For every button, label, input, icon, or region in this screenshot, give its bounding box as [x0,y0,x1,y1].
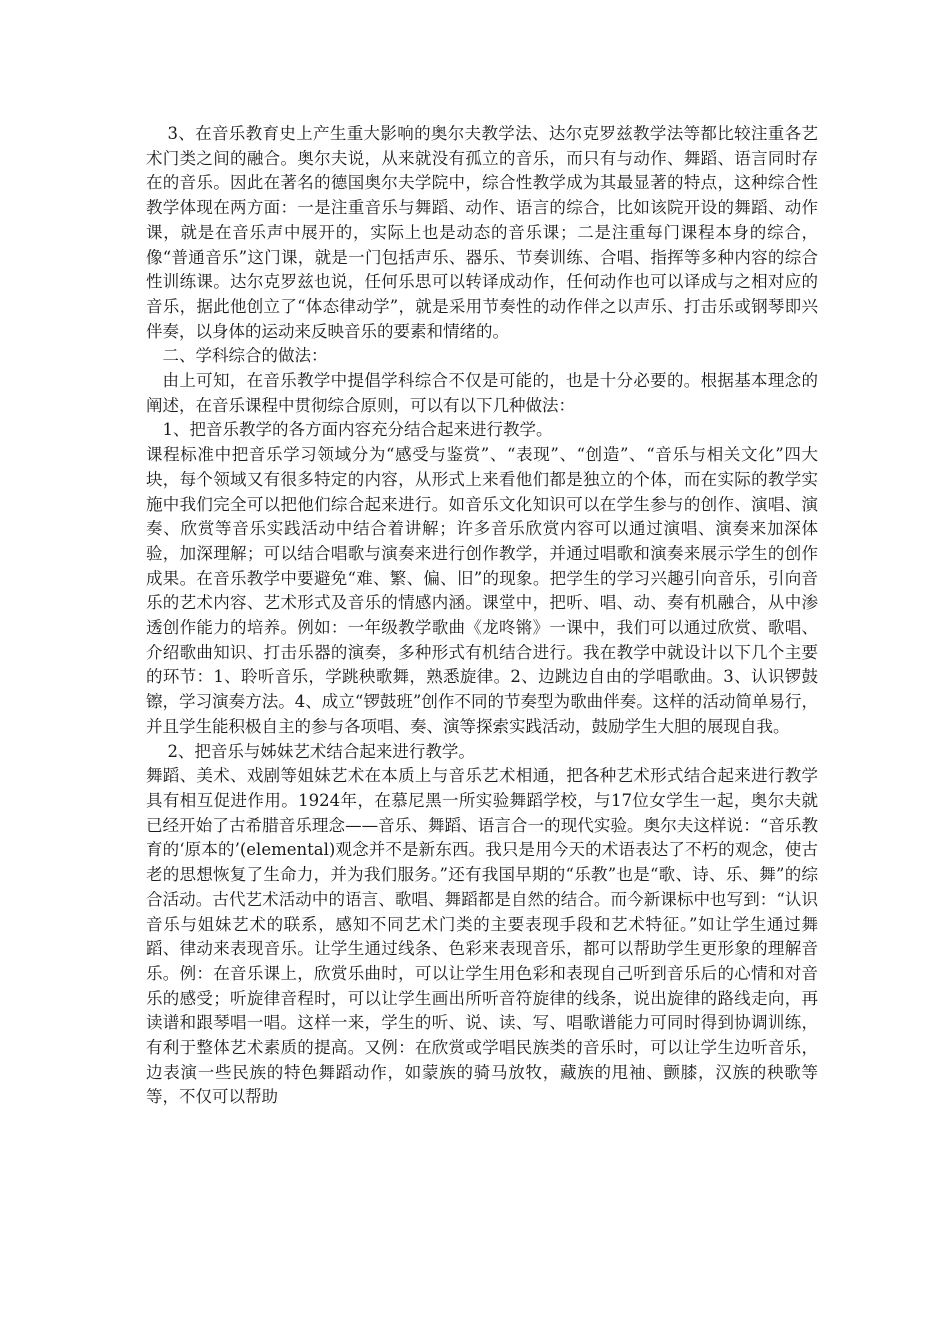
paragraph-method-2: 舞蹈、美术、戏剧等姐妹艺术在本质上与音乐艺术相通，把各种艺术形式结合起来进行教学具有相互促进作用。1924年，在慕尼黑一所实验舞蹈学校，与17位女学生一起，奥尔夫就已经开始了古希腊音乐理念——音乐、舞蹈、语言合一的现代实验。奥尔夫这样说：“音乐教育的‘原本的’(elemental)观念并不是新东西。我只是用今天的术语表达了不朽的观念，使古老的思想恢复了生命力，并为我们服务。”还有我国早期的“乐教”也是“歌、诗、乐、舞”的综合活动。古代艺术活动中的语言、歌唱、舞蹈都是自然的结合。而今新课标中也写到：“认识音乐与姐妹艺术的联系，感知不同艺术门类的主要表现手段和艺术特征。”如让学生通过舞蹈、律动来表现音乐。让学生通过线条、色彩来表现音乐，都可以帮助学生更形象的理解音乐。例：在音乐课上，欣赏乐曲时，可以让学生用色彩和表现自己听到音乐后的心情和对音乐的感受；听旋律音程时，可以让学生画出所听音符旋律的线条，说出旋律的路线走向，再读谱和跟琴唱一唱。这样一来，学生的听、说、读、写、唱歌谱能力可同时得到协调训练，有利于整体艺术素质的提高。又例：在欣赏或学唱民族类的音乐时，可以让学生边听音乐，边表演一些民族的特色舞蹈动作，如蒙族的骑马放牧，藏族的甩袖、颤膝，汉族的秧歌等等，不仅可以帮助 [146,766,818,1107]
document-body [146,122,818,1110]
paragraph-intro-methods: 由上可知，在音乐教学中提倡学科综合不仅是可能的，也是十分必要的。根据基本理念的阐述，在音乐课程中贯彻综合原则，可以有以下几种做法： [146,371,818,415]
subheading-method-2: 2、把音乐与姊妹艺术结合起来进行教学。 [167,741,475,761]
subheading-method-1: 1、把音乐教学的各方面内容充分结合起来进行教学。 [162,420,553,440]
section-heading-methods: 二、学科综合的做法： [162,346,328,366]
paragraph-orff-dalcroze: 3、在音乐教育史上产生重大影响的奥尔夫教学法、达尔克罗兹教学法等都比较注重各艺术门类之间的融合。奥尔夫说，从来就没有孤立的音乐，而只有与动作、舞蹈、语言同时存在的音乐。因此在著名的德国奥尔夫学院中，综合性教学成为其最显著的特点，这种综合性教学体现在两方面：一是注重音乐与舞蹈、动作、语言的综合，比如该院开设的舞蹈、动作课，就是在音乐声中展开的，实际上也是动态的音乐课；二是注重每门课程本身的综合，像“普通音乐”这门课，就是一门包括声乐、器乐、节奏训练、合唱、指挥等多种内容的综合性训练课。达尔克罗兹也说，任何乐思可以转译成动作，任何动作也可以译成与之相对应的音乐，据此他创立了“体态律动学”，就是采用节奏性的动作伴之以声乐、打击乐或钢琴即兴伴奏，以身体的运动来反映音乐的要素和情绪的。 [146,124,818,341]
paragraph-method-1: 课程标准中把音乐学习领域分为“感受与鉴赏”、“表现”、“创造”、“音乐与相关文化”四大块，每个领域又有很多特定的内容，从形式上来看他们都是独立的个体，而在实际的教学实施中我们完全可以把他们综合起来进行。如音乐文化知识可以在学生参与的创作、演唱、演奏、欣赏等音乐实践活动中结合着讲解；许多音乐欣赏内容可以通过演唱、演奏来加深体验，加深理解；可以结合唱歌与演奏来进行创作教学，并通过唱歌和演奏来展示学生的创作成果。在音乐教学中要避免“难、繁、偏、旧”的现象。把学生的学习兴趣引向音乐，引向音乐的艺术内容、艺术形式及音乐的情感内涵。课堂中，把听、唱、动、奏有机融合，从中渗透创作能力的培养。例如：一年级教学歌曲《龙咚锵》一课中，我们可以通过欣赏、歌唱、介绍歌曲知识、打击乐器的演奏，多种形式有机结合进行。我在教学中就设计以下几个主要的环节：1、聆听音乐，学跳秧歌舞，熟悉旋律。2、边跳边自由的学唱歌曲。3、认识锣鼓镲，学习演奏方法。4、成立“锣鼓班”创作不同的节奏型为歌曲伴奏。这样的活动简单易行，并且学生能积极自主的参与各项唱、奏、演等探索实践活动，鼓励学生大胆的展现自我。 [146,445,818,736]
